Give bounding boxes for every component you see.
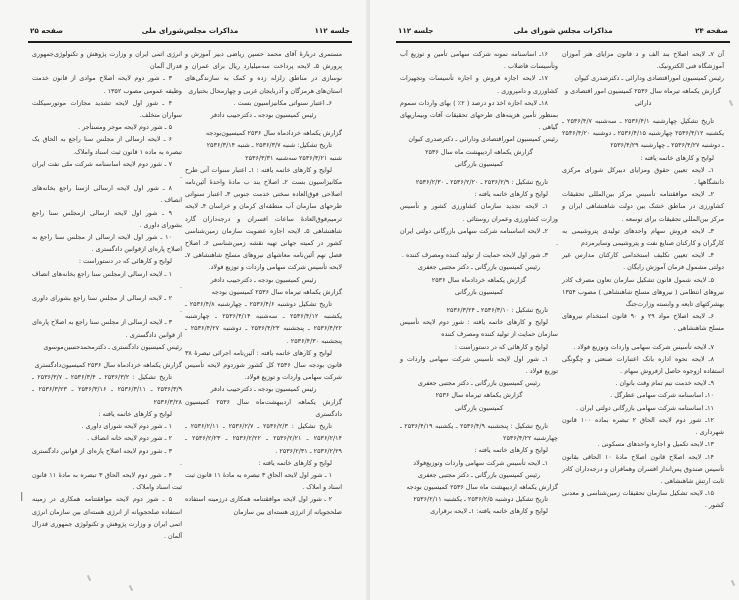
list-item: ۱۵ـ لایحه تشکیل سازمان تحقیقات زمین‌شناسی و معدنی کشور . <box>562 489 724 510</box>
report-heading: گزارش یکماهه خردادماه سال ۲۵۳۶ کمیسیون‌دادگستری <box>34 361 182 370</box>
list-heading: لوایح و کارهائی که در دستوراست : <box>78 257 172 266</box>
report-heading: گزارش یکماهه تیرماه سال ۲۵۳۶ <box>435 391 523 400</box>
list-item: آن‌ ۷ـ لایحه اصلاح بند الف و د قانون مزایای هنر آموزان آموزشگاه فنی الکترونیک. <box>562 50 724 71</box>
list-heading: لوایح و کارهای خاتمه یافته : <box>258 458 332 467</box>
list-item: ۲ ـ شور دوم لایحه خانه انصاف . <box>87 434 172 443</box>
margin-mark: ❘ <box>18 492 26 502</box>
paragraph: لوایح و کارهای خاتمه یافته : آئین‌نامه اجرائی تبصرهٔ ۳۸ قانون بودجه سال ۲۵۳۶ کل کشور شوردوم لایحه تأسیس شرکت سهامی واردات و توزیع فولاد. <box>185 348 342 382</box>
list-item: ۱ ـ شور دوم لایحه شورای داوری . <box>81 422 172 431</box>
list-item: ۱۳ـ لایحه تکمیل و اجاره واحدهای مسکونی . <box>597 440 714 449</box>
session-dates: شنبه ۲۵۳۶/۳/۲۱ سه‌شنبه ۲۵۳۶/۳/۳۱ <box>245 153 342 162</box>
list-item: ۱ـ لایحه تجدید سازمان کشاورزی کشور و تأسیس وزارت کشاورزی وعمران روستائی . <box>400 202 558 223</box>
signature: رئیس کمیسیون اموراقتصادی ودارائی ـ دکترصدری کیوان <box>574 74 724 83</box>
signature: رئیس کمیسیون اموراقتصادی ودارائی ـ دکترصدری کیوان <box>408 135 558 144</box>
list-heading: لوایح و کارهای خاتمه یافته : <box>640 153 714 162</box>
session-dates: تاریخ تشکیل : پنجشنبه ۲۵۳۶/۴/۹ ـ یکشنبه ۲۵۳۶/۴/۱۹ ـ چهارشنبه ۲۵۳۶/۴/۲۲ <box>400 421 558 443</box>
list-item: ۹ـ لایحه خدمت نیم تمام وقت بانوان . <box>615 379 714 388</box>
committee-name: کمیسیون بازرگانی <box>454 403 504 412</box>
report-heading: گزارش یکماهه خردادماه سال ۲۵۳۶ کمیسیون‌بودجه <box>205 129 342 138</box>
session-number: جلسه ۱۱۲ <box>398 26 434 35</box>
report-heading: گزارش یکماهه خردادماه سال ۲۵۳۶ <box>431 275 527 284</box>
list-item: ۱۱ـ اساسنامه شرکت سهامی بازرگانی دولتی ایران . <box>575 403 714 412</box>
session-dates: تاریخ تشکیل چهارشنبه ۲۵۳۶/۴/۱ ـ سه‌شنبه ۲۵۳۶/۴/۷ ـ یکشنبه ۲۵۳۶/۴/۱۲ چهارشنبه ۲۵۳۶/۴/۱۵ ـ دوشنبه ۲۵۳۶/۴/۲۰ ـ دوشنبه ۲۵۳۶/۴/۲۷ ـ چهارشنبه ۲۵۳۶/۴/۲۹ <box>562 117 724 150</box>
page-header <box>30 26 350 40</box>
list-item: ۵ـ لایحه شمول قانون تشکیل سازمان تعاون مصرف کادر نیروهای انتظامی ( نیروهای مسلح شاهنشاهی ) مصوب ۱۳۵۴ بهشرکتهای تابعه و وابسته وزارت‌جنگ <box>562 275 724 309</box>
session-dates: تاریخ تشکیل دوشنبه ۲۵۳۶/۴/۶ ـ چهارشنبه ۲۵۳۶/۴/۸ ـ یکشنبه ۲۵۳۶/۴/۱۲ ـ سه‌شنبه ۲۵۳۶/۴/۱۴ ـ چهارشنبه ۲۵۳۶/۴/۲۲ ـ پنجشنبه ۲۵۳۶/۴/۲۳ ـ دوشنبه ۲۵۳۶/۴/۲۷ ـ پنجشنبه ۲۵۳۶/۴/۳۰ . <box>185 300 342 345</box>
running-title: مذاکرات مجلس شورای ملی <box>513 26 613 35</box>
session-dates: تاریخ تشکیل: شنبه ۲۵۳۶/۳/۷ ـ شنبه ۲۵۳۶/۳/۱۴ <box>206 141 332 150</box>
list-item: ۱ـ لایحه تعیین حقوق ومزایای دبیرکل شورای مرکزی دانشگاهها . <box>562 165 724 187</box>
list-item: ۴ ـ شور اول لایحه تشدید مجازات موتورسیکلت سواران متخلف. <box>32 98 182 120</box>
signature: رئیس کمیسیون بودجه ـ دکترحبیب دادفر <box>210 385 317 394</box>
list-item: ۱ ـ لایحه ارسالی ازمجلس سنا راجع بخانه‌های انصاف . <box>32 269 182 290</box>
list-item: ۷ ـ شور دوم لایحه اساسنامه شرکت ملی نفت ایران . <box>32 159 182 181</box>
scan-artifact <box>731 580 735 586</box>
list-item: ۱۶ـ اساسنامه نمونه شرکت سهامی تأمین و توزیع آب وتأسیسات فاضلاب . <box>400 50 558 71</box>
list-heading: لوایح و کارهای خاتمه یافته : <box>474 446 548 455</box>
list-item: ۳ ـ شور دوم لایحه اصلاح پاره‌ای از قوانین دادگستری . <box>32 446 182 467</box>
report-heading: گزارش یکماهه اردیبهشت ماه سال ۲۵۳۶ <box>425 147 533 156</box>
column-right <box>562 48 724 512</box>
list-heading: لوایح و کارهای خاتمه یافته : <box>474 190 548 199</box>
list-item: ۲ ـ شور اول لایحه موافقتنامه همکاری درزمینه استفاده صلحجویانه از انرژی هسته‌ای بین سازمان <box>185 495 342 516</box>
column-left <box>32 48 182 542</box>
signature: رئیس کمیسیون بازرگانی ـ دکتر مجتبی جعفری <box>417 379 541 388</box>
list-item: ۲ـ لایحه اساسنامه شرکت سهامی بازرگانی دولتی ایران . <box>400 226 558 248</box>
column-left <box>400 48 558 518</box>
header-rule <box>396 41 730 43</box>
paragraph: لوایح و کارهای خاتمه یافته: ۱ـ لایحه برقراری <box>430 507 548 516</box>
paragraph: لوایح و کارهای خاتمه یافته : شور دوم لایحه تأسیس سازمان حمایت از تولید کننده ومصرف کننده <box>400 318 558 339</box>
column-right <box>185 48 342 518</box>
committee-name: کمیسیون بازرگانی <box>454 287 504 296</box>
page-right <box>370 0 739 600</box>
header-rule <box>28 41 352 43</box>
paragraph: ۶ـ اعتبار سنواتی مکانیزاسیون بست . <box>233 98 332 107</box>
list-item: ۱۲ـ شور دوم لایحه الحاق ۲ تبصره بماده ۱۰۰ قانون شهرداری . <box>562 415 724 437</box>
list-item: ۲ ـ لایحه ارسالی از مجلس سنا راجع بشورای داوری . <box>32 294 182 315</box>
session-dates: تاریخ تشکیل دوشنبه ۲۵۳۶/۲/۵ ـ یکشنبه ۲۵۳۶/۲/۱۱ <box>413 495 548 504</box>
list-item: ۱۷ـ لایحه اجازه فروش و اجاره تأسیسات وتجهیزات کشاورزی و دامپروری . <box>400 74 558 95</box>
list-item: ۹ ـ شور اول لایحه ارسالی ازمجلس سنا راجع بشورای داوری . <box>32 208 182 229</box>
list-item: ۸ـ لایحه نحوه اداره بانک اعتبارات صنعتی و چگونگی استفاده ازوجوه حاصل ازفروش سهام . <box>562 354 724 376</box>
list-item: ۱ـ شور اول لایحه تأسیس شرکت سهامی واردات و توزیع فولاد . <box>400 354 558 376</box>
signature: رئیس کمیسیون بودجه ـ دکترحبیب دادفر <box>210 275 317 284</box>
list-item: ۱۸ـ لایحه اجازه اخذ دو درصد ( ۲٪ ) بهای واردات سموم بمنظور تأمین هزینه‌های طرحهای تحقیقات آفات وبیماریهای گیاهی . <box>400 98 558 132</box>
signature: رئیس کمیسیون بازرگانی ـ دکتر مجتبی جعفری <box>417 470 541 479</box>
list-item: ۲ـ لایحه موافقتنامه تأسیس مرکز بین‌المللی تحقیقات کشاورزی در مناطق خشک بین دولت شاهنشاهی ایران و مرکز بین‌المللی تحقیقات برای توسعه . <box>562 190 724 223</box>
list-item: ۳ ـ لایحه ارسالی از مجلس سنا راجع به اصلاح پاره‌ای از قوانین دادگستری . <box>32 318 182 339</box>
session-dates: تاریخ تشکیل : ۲۵۳۶/۳/۲ ـ ۲۵۳۶/۳/۴ ـ ۲۵۳۶/۳/۷ ـ ۲۵۳۶/۳/۹ ـ ۲۵۳۶/۳/۱۱ ـ ۲۵۳۶/۳/۱۶ ـ ۲۵۳۶/۳/۲۳ ـ ۲۵۳۶/۳/۲۸ <box>32 373 183 406</box>
list-item: ۸ ـ شور اول لایحه ارسالی ازسنا راجع بخانه‌های انصاف . <box>32 184 182 205</box>
running-title: مذاکرات مجلس‌شورای ملی <box>141 26 239 35</box>
list-item: ۱۰ـ اساسنامه شرکت سهامی عطرگل . <box>610 391 714 400</box>
report-heading: گزارش یکماهه تیرماه سال ۲۵۳۶ کمیسیون بودجه <box>211 287 342 296</box>
list-item: ۱۰ ـ شور اول لایحه ارسالی از مجلس سنا راجع به اصلاح پاره‌ای ازقوانین دادگستری . <box>32 233 182 254</box>
session-dates: تاریخ تشکیل : ۲۵۳۶/۳/۱۰ ـ ۲۵۳۶/۳/۲۴ <box>446 306 548 315</box>
list-item: ۳ ـ شور دوم لایحه اصلاح موادی از قانون خدمت وظیفه عمومی مصوب ۱۳۵۲ . <box>32 74 182 95</box>
list-item: ۱ـ لایحه تأسیس شرکت سهامی واردات وتوزیع‌فولاد <box>413 458 548 467</box>
report-heading: گزارش یکماهه اردیبهشت ماه سال ۲۵۳۶ کمیسیون بودجه <box>406 482 558 491</box>
session-dates: تاریخ تشکیل : ۲۵۳۶/۲/۳ ـ ۲۵۳۶/۲/۷ ـ ۲۵۳۶/۲/۱۱ ـ ۲۵۳۶/۲/۱۴ ـ ۲۵۳۶/۲/۲۱ ـ ۲۵۳۶/۲/۲۲ ـ ۲۵۳۶/۲/۲۳ ـ ۲۵۳۶/۲/۲۹ ـ ۲۵۳۶/۲/۳۱ . <box>185 422 343 455</box>
page-number: صفحه ۲۴ <box>695 26 728 35</box>
page-header <box>398 26 728 40</box>
report-heading: گزارش یکماهه تیرماه سال ۲۵۳۶ کمیسیون امور اقتصادی و دارائی <box>565 86 721 107</box>
paragraph: انرژی اتمی ایران و وزارت پژوهش و تکنولوژی‌جمهوری فدرال آلمان <box>32 50 182 71</box>
signature: رئیس کمیسیون بودجه ـ دکترحبیب دادفر <box>210 111 317 120</box>
list-item: ۱۴ـ لایحه اصلاح قانون اصلاح مادهٔ ۱۰ الحاقی بقانون تأسیس صندوق پس‌انداز افسران‌ وهمافران و درجه‌داران کادر ثابت ارتش شاهنشاهی . <box>562 452 724 485</box>
list-heading: لوایح و کارهای خاتمه یافته : <box>98 409 172 418</box>
list-item: ۳ـ شور اول لایحه حمایت از تولید کننده ومصرف کننده . <box>401 251 548 260</box>
session-number: جلسه ۱۱۲ <box>314 26 350 35</box>
list-item: ۶ـ لایحه اصلاح مواد ۲۹ و ۹۰ قانون استخدام نیروهای مسلح شاهنشاهی . <box>562 312 724 333</box>
paragraph: مستمری دربارهٔ آقای محمد حسین ریاضی دبیر آموزش و پرورش ۵ـ لایحه پرداخت سه‌میلیارد ریال برای عمران و نوسازی در مناطق زلزله زده و کمک به سازندگی‌های استان‌های هرمزگان و آذربایجان غربی و چهارمحال بختیاری <box>185 50 342 95</box>
scan-artifact <box>729 100 733 106</box>
page-number: صفحه ۲۵ <box>30 26 63 35</box>
list-item: ۴ ـ شور دوم لایحه الحاق ۳ تبصره به مادهٔ ۱۱ قانون ثبت اسناد واملاک . <box>32 470 182 492</box>
session-dates: تاریخ تشکیل : ۲۵۳۶/۲/۹ ـ ۲۵۳۶/۲/۲۰ ـ ۲۵۳۶/۲/۳۰ <box>415 178 548 187</box>
list-item: ۶ ـ لایحه ارسالی از مجلس سنا راجع به الحاق یک تبصره به ماده ۱ قانون ثبت اسناد واملاک. <box>32 135 182 156</box>
list-item: ۱ ـ شور اول لایحه الحاق ۳ تبصره به مادهٔ ۱۱ قانون ثبت اسناد و املاک . <box>185 470 342 492</box>
signature: رئیس کمیسیون دادگستری ـ دکترمحمدحسین‌موسوی <box>43 342 182 351</box>
report-heading: گزارش یکماهه اردیبهشت‌ماه سال ۲۵۳۶ کمیسیون دادگستری <box>185 397 342 418</box>
list-item: ۳ـ لایحه فروش سهام واحدهای تولیدی پتروشیمی به کارگران و کارکنان صنایع نفت و پتروشیمی وسایرمردم <box>562 226 724 248</box>
list-item: ۴ـ لایحه تعیین تکلیف استخدامی کارکنان مدارس غیر دولتی مشمول فرمان آموزش رایگان . <box>562 251 724 272</box>
signature: رئیس کمیسیون بازرگانی ـ دکتر مجتبی جعفری <box>417 263 541 272</box>
committee-name: کمیسیون بازرگانی <box>454 159 504 168</box>
list-item: ۵ ـ شور دوم لایحه موجر ومستأجر . <box>78 123 172 132</box>
list-heading: لوایح و کارهائی که در دستوراست : <box>454 342 548 351</box>
list-item: ۵ ـ شور دوم لایحه موافقتنامه همکاری در زمینه استفاده صلحجویانه از انرژی هسته‌ای بین سازمان انرژی اتمی ایران و وزارت پژوهش و تکنولوژی جمهوری فدرال آلمان . <box>32 495 182 540</box>
list-item: ۷ـ لایحه تأسیس شرکت سهامی واردات وتوزیع فولاد . <box>573 342 714 351</box>
paragraph: لوایح و کارهای خاتمه یافته : ۱ـ اعتبار سنوات آتی طرح مکانیزاسیون بست ۲ـ اصلاح بند ب مادهٔ واحدهٔ آئین‌نامه اصلاحی فوق‌العاده سختی خدمت جنوبی ۳ـ اعتبار سنواتی طرحهای سازمان آب منطقه‌ای کرمان و خراسان ۴ـ لایحه ترمیم‌فوق‌العادهٔ ساعات افسران و درجه‌داران گارد شاهنشاهی ۵ـ لایحه اجازه عضویت سازمان زمین‌شناسی کشور در کمیته جهانی تهیه نقشه زمین‌شناسی ۶ـ اصلاح فصل نهم آئین‌نامه معاشهای نیروهای مسلح شاهنشاهی ۷ـ لایحه تأسیس شرکت سهامی واردات و توزیع فولاد. <box>185 165 343 272</box>
